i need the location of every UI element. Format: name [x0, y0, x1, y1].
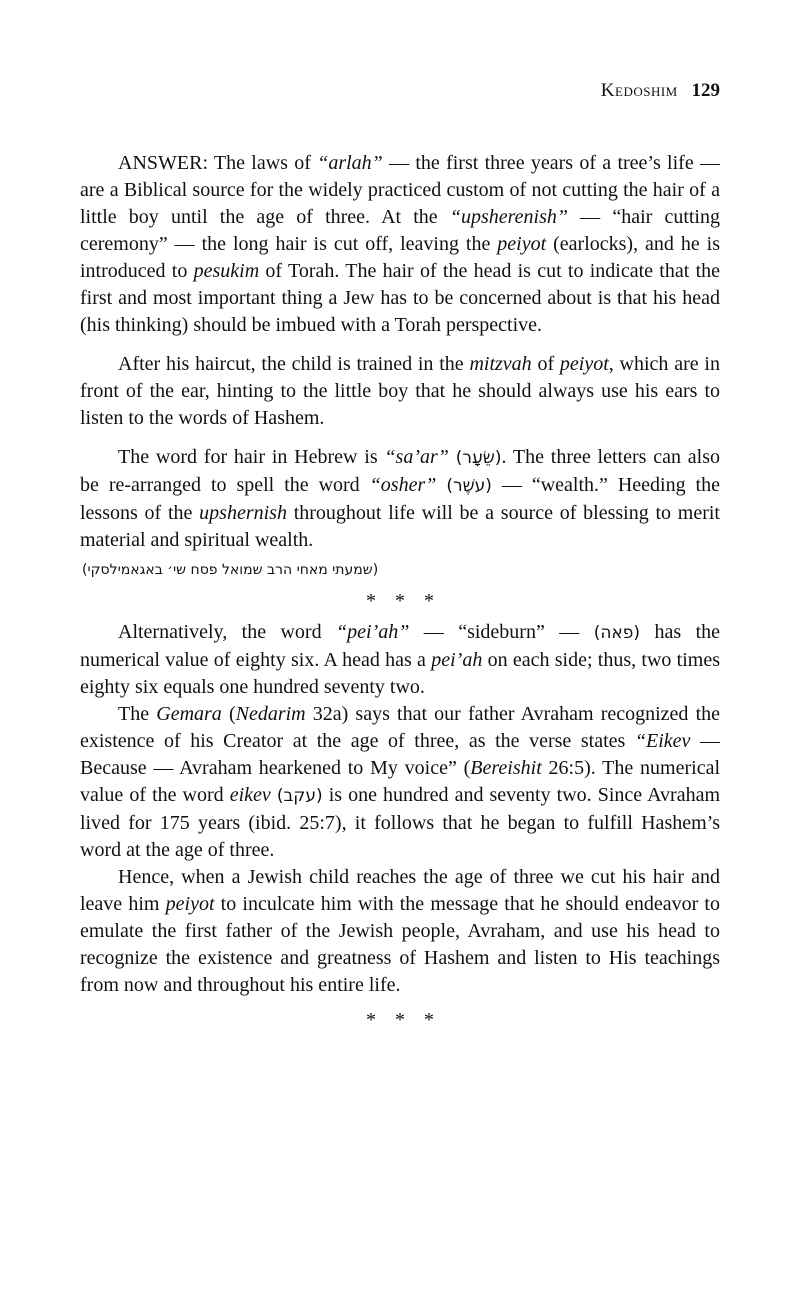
plain-text: (earlocks), and he is introduced to [80, 233, 720, 282]
hebrew-text: (שֵׂעָר) [455, 448, 502, 468]
page-content [80, 150, 720, 1034]
body-paragraph [80, 351, 720, 432]
plain-text: of Torah. The hair of the head is cut to indicate that the first and most important thing a Jew has to be concerned about is that his head (his thinking) should be imbued with a Torah perspective. [80, 260, 720, 336]
section-separator: * * * [366, 1009, 434, 1031]
hebrew-text: (עקב) [276, 786, 323, 806]
italic-text: pesukim [193, 260, 260, 282]
plain-text: . The three letters can also be re-arranged to spell the word [80, 446, 721, 496]
italic-text: Gemara [156, 703, 222, 725]
italic-text: “Eikev [634, 730, 691, 752]
body-paragraph [80, 150, 720, 339]
plain-text: — “hair cutting ceremony” — the long hair is cut off, leaving the [80, 206, 720, 255]
plain-text [436, 474, 446, 496]
plain-text: , which are in front of the ear, hinting to the little boy that he should always use his ears to listen to the words of Hashem. [80, 353, 720, 429]
hebrew-text: (עשֶׁר) [446, 476, 492, 496]
plain-text: to inculcate him with the message that he should endeavor to emulate the first father of the Jewish people, Avraham, and use his head to recognize the existence and greatness of Hashem and listen to His teachings from now and throughout his entire life. [80, 893, 720, 996]
plain-text: ANSWER: The laws of [118, 152, 318, 174]
italic-text: Nedarim [235, 703, 306, 725]
italic-text: “sa’ar” [384, 446, 449, 468]
italic-text: peiyot [165, 893, 215, 915]
plain-text: has the numerical value of eighty six. A head has a [80, 621, 720, 671]
plain-text: of [531, 353, 560, 375]
plain-text: Alternatively, the word [118, 621, 337, 643]
italic-text: Bereishit [470, 757, 542, 779]
body-paragraph [80, 619, 720, 701]
italic-text: peiyot [559, 353, 609, 375]
plain-text: — Because — Avraham hearkened to My voice” ( [80, 730, 721, 779]
plain-text: The word for hair in Hebrew is [118, 446, 385, 468]
italic-text: eikev [229, 784, 271, 806]
plain-text: is one hundred and seventy two. Since Avraham lived for 175 years (ibid. 25:7), it follows that he began to fulfill Hashem’s word at the age of three. [80, 784, 720, 861]
plain-text: — “sideburn” — [409, 621, 594, 643]
page-header [80, 80, 720, 102]
section-title: Kedoshim [600, 80, 678, 101]
italic-text: “osher” [369, 474, 437, 496]
italic-text: upshernish [199, 502, 287, 524]
section-separator: * * * [366, 590, 434, 612]
source-attribution: (שמעתי מאחי הרב שמואל פסח שי׳ באגאמילסקי) [82, 562, 379, 578]
plain-text: 26:5). The numerical value of the word [80, 757, 720, 806]
plain-text: After his haircut, the child is trained in the [118, 353, 470, 375]
italic-text: “arlah” [317, 152, 383, 174]
body-paragraph [80, 701, 720, 864]
plain-text: ( [221, 703, 236, 725]
italic-text: peiyot [497, 233, 547, 255]
plain-text: — the first three years of a tree’s life — are a Biblical source for the widely practiced custom of not cutting the hair of a little boy until the age of three. At the [80, 152, 720, 228]
plain-text: — “wealth.” Heeding the lessons of the [80, 474, 720, 524]
italic-text: mitzvah [469, 353, 532, 375]
italic-text: “pei’ah” [336, 621, 410, 643]
italic-text: “upsherenish” [449, 206, 569, 228]
plain-text: The [118, 703, 157, 725]
plain-text [449, 446, 456, 468]
page-number: 129 [691, 80, 720, 101]
plain-text: on each side; thus, two times eighty six equals one hundred seventy two. [80, 649, 720, 698]
hebrew-text: (פאה) [593, 623, 641, 643]
italic-text: pei’ah [431, 649, 483, 671]
body-paragraph [80, 444, 720, 554]
plain-text: Hence, when a Jewish child reaches the age of three we cut his hair and leave him [80, 866, 720, 915]
plain-text: 32a) says that our father Avraham recognized the existence of his Creator at the age of three, as the verse states [80, 703, 721, 752]
body-paragraph [80, 864, 720, 999]
plain-text: throughout life will be a source of blessing to merit material and spiritual wealth. [80, 502, 720, 551]
